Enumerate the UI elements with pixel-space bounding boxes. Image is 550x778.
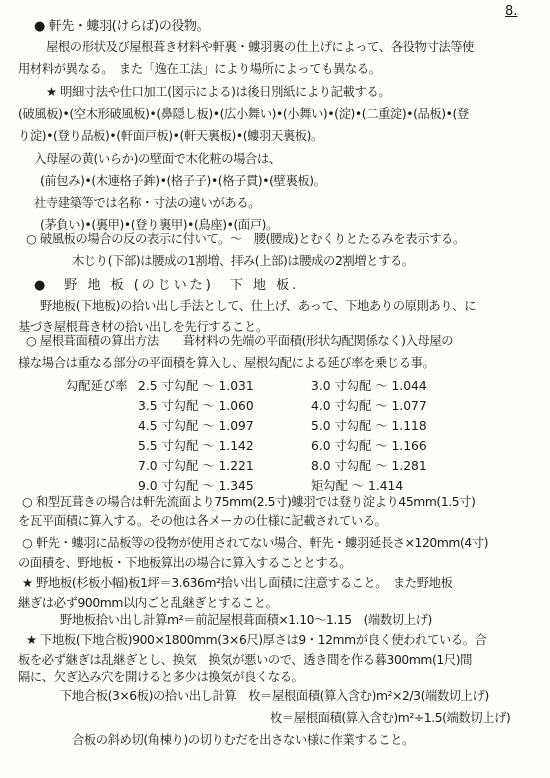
section-heading-nojiita: ● 野 地 板 (のじいた) 下 地 板. — [34, 278, 300, 293]
table-row — [66, 436, 486, 451]
note-line: ★ 野地板(杉板小幅)板1坪＝3.636m²拾い出し面積に注意すること。 また野地板 — [22, 576, 453, 590]
table-cell: 5.5 寸勾配 ～ 1.142 — [138, 439, 254, 453]
text-line: 基づき屋根葺き材の拾い出しを先行すること。 — [18, 320, 268, 334]
text-line: (前包み)•(木連格子鉾)•(格子子)•(格子貫)•(壁裏板)。 — [40, 174, 326, 188]
table-cell: 3.0 寸勾配 ～ 1.044 — [311, 379, 427, 393]
text-line: り淀)•(登り品板)•(軒面戸板)•(軒天裏板)•(螻羽天裏板)。 — [18, 129, 323, 143]
note-line: ★ 明細寸法や仕口加工(図示による)は後日別紙により記載する。 — [46, 85, 391, 99]
table-row — [66, 456, 486, 471]
text-line: を瓦平面積に算入する。その他は各メーカの仕様に記載されている。 — [18, 514, 387, 528]
text-line: 入母屋の黄(いらか)の壁面で木化粧の場合は、 — [34, 152, 281, 166]
text-line: ○ 屋根葺面積の算出方法 葺材料の先端の平面積(形状勾配関係なく)入母屋の — [26, 334, 454, 348]
table-cell: 4.0 寸勾配 ～ 1.077 — [311, 399, 427, 413]
text-line: 板を必ず継ぎは乱継ぎとし、换気 换気が悪いので、透き間を作る暮300mm(1尺)間 — [18, 653, 472, 667]
table-row — [66, 396, 486, 411]
table-cell: 8.0 寸勾配 ～ 1.281 — [311, 459, 427, 473]
section-heading-keraba: ● 軒先・螻羽(けらば)の役物。 — [34, 19, 210, 34]
table-cell: 5.0 寸勾配 ～ 1.118 — [311, 419, 427, 433]
table-label: 勾配延び率 — [66, 379, 128, 393]
formula-line: 枚＝屋根面積(算入含む)m²÷1.5(端数切上げ) — [270, 711, 511, 725]
page-number: 8. — [505, 4, 518, 19]
table-cell: 矩勾配 ～ 1.414 — [311, 479, 404, 493]
text-line: (茅負い)•(裏甲)•(登り裏甲)•(鳥座)•(面戸)。 — [40, 218, 278, 232]
table-cell: 6.0 寸勾配 ～ 1.166 — [311, 439, 427, 453]
text-line: ○ 和型瓦葺きの場合は軒先流面より75mm(2.5寸)螻羽では登り淀より45mm(1.5寸) — [22, 495, 476, 509]
text-line: 隔に、欠ぎ込み穴を開けると多少は換気が良くなる。 — [18, 670, 304, 684]
formula-line: 下地合板(3×6板)の拾い出し計算 枚＝屋根面積(算入含む)m²×2/3(端数切上げ) — [60, 689, 489, 703]
text-line: 用材料が異なる。 また「逸在工法」により場所によっても異なる。 — [18, 62, 381, 76]
text-line: 合板の斜め切(角棟り)の切りむだを出さない様に作業すること。 — [72, 733, 414, 747]
text-line: (破風板)•(空木形破風板)•(鼻隠し板)•(広小舞い)•(小舞い)•(淀)•(二重淀)•(品板)•(登 — [18, 107, 469, 121]
table-row — [66, 476, 486, 491]
table-row — [66, 376, 486, 391]
table-cell: 3.5 寸勾配 ～ 1.060 — [138, 399, 254, 413]
text-line: ○ 破風板の場合の反の表示に付いて。～ 腰(腰成)とむくりとたるみを表示する。 — [26, 232, 465, 246]
table-cell: 9.0 寸勾配 ～ 1.345 — [138, 479, 254, 493]
text-line: ○ 軒先・螻羽に品板等の役物が使用されてない場合、軒先・螻羽延長さ×120mm(4寸) — [22, 536, 489, 550]
formula-line: 野地板拾い出し計算m²＝前記屋根葺面積×1.10～1.15 (端数切上げ) — [60, 613, 432, 627]
table-cell: 2.5 寸勾配 ～ 1.031 — [138, 379, 254, 393]
text-line: の面積を、野地板・下地板算出の場合に算入することとする。 — [18, 556, 352, 570]
text-line: 社寺建築等では名称・寸法の違いがある。 — [34, 196, 261, 210]
text-line: 屋根の形状及び屋根葺き材料や軒裏・螻羽裏の仕上げによって、各役物寸法等使 — [46, 40, 475, 54]
text-line: 継ぎは必ず900mm以内ごと乱継ぎとすること。 — [18, 596, 278, 610]
table-cell: 4.5 寸勾配 ～ 1.097 — [138, 419, 254, 433]
text-line: 様な場合は重なる部分の平面積を算入し、屋根勾配による延び率を乗じる事。 — [18, 356, 435, 370]
text-line: 木じり(下部)は腰成の1割増、拝み(上部)は腰成の2割増とする。 — [72, 254, 414, 268]
note-line: ★ 下地板(下地合板)900×1800mm(3×6尺)厚さは9・12mmが良く使われている。合 — [26, 633, 487, 647]
table-cell: 7.0 寸勾配 ～ 1.221 — [138, 459, 254, 473]
table-row — [66, 416, 486, 431]
text-line: 野地板(下地板)の拾い出し手法として、仕上げ、あって、下地ありの原則あり、に — [40, 299, 476, 313]
